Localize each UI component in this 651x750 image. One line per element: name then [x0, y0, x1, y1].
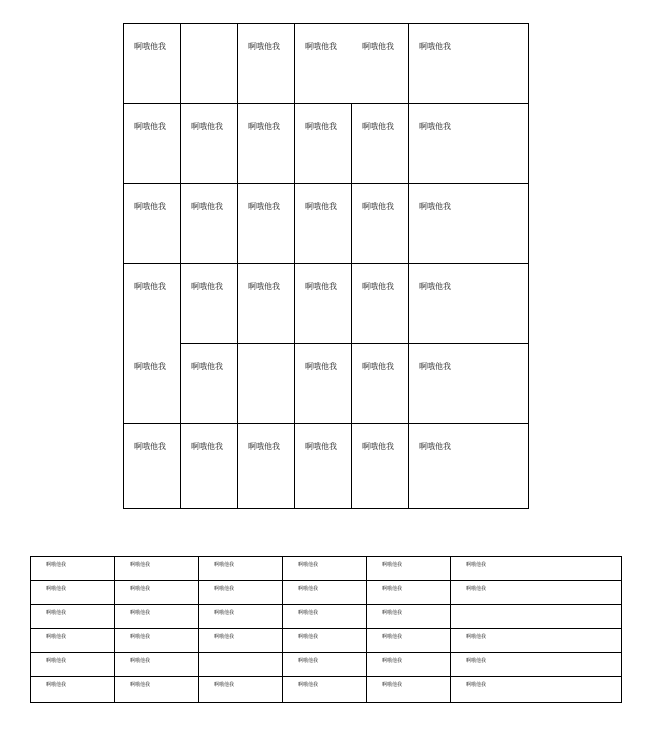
top-table-cell [180, 263, 238, 344]
bottom-table-cell [30, 604, 115, 629]
top-table-cell [237, 263, 295, 344]
bottom-table-cell [30, 580, 115, 605]
top-table-cell [180, 183, 238, 264]
bottom-table-cell [282, 652, 367, 677]
top-table-cell [237, 23, 295, 104]
top-table-cell [237, 343, 295, 424]
cell-text: 啊哦他我 [248, 282, 280, 291]
cell-text: 啊哦他我 [419, 442, 451, 451]
cell-text: 啊哦他我 [382, 586, 403, 592]
top-table-cell [180, 103, 238, 184]
bottom-table-cell [198, 580, 283, 605]
bottom-table-cell [450, 604, 622, 629]
cell-text: 啊哦他我 [305, 362, 337, 371]
bottom-table-cell [366, 628, 451, 653]
cell-text: 啊哦他我 [362, 442, 394, 451]
top-table-cell [180, 423, 238, 509]
cell-text: 啊哦他我 [134, 442, 166, 451]
cell-text: 啊哦他我 [191, 362, 223, 371]
cell-text: 啊哦他我 [298, 634, 319, 640]
bottom-table-cell [282, 628, 367, 653]
bottom-table-cell [450, 676, 622, 703]
cell-text: 啊哦他我 [466, 586, 487, 592]
top-table-cell [408, 183, 529, 264]
cell-text: 啊哦他我 [130, 658, 151, 664]
cell-text: 啊哦他我 [419, 202, 451, 211]
bottom-table-cell [30, 628, 115, 653]
bottom-table-cell [114, 628, 199, 653]
bottom-table-cell [114, 652, 199, 677]
cell-text: 啊哦他我 [305, 442, 337, 451]
bottom-table-cell [198, 628, 283, 653]
cell-text: 啊哦他我 [382, 562, 403, 568]
cell-text: 啊哦他我 [419, 362, 451, 371]
top-table-cell [237, 423, 295, 509]
cell-text: 啊哦他我 [466, 682, 487, 688]
bottom-table-cell [366, 580, 451, 605]
cell-text: 啊哦他我 [362, 202, 394, 211]
bottom-table-cell [114, 604, 199, 629]
top-table-cell [408, 263, 529, 344]
top-table-cell [294, 263, 352, 344]
top-table-cell [294, 103, 352, 184]
cell-text: 啊哦他我 [362, 282, 394, 291]
cell-text: 啊哦他我 [191, 442, 223, 451]
cell-text: 啊哦他我 [362, 122, 394, 131]
top-table-cell [123, 103, 181, 184]
cell-text: 啊哦他我 [134, 42, 166, 51]
bottom-table-cell [30, 676, 115, 703]
bottom-table-cell [366, 676, 451, 703]
cell-text: 啊哦他我 [46, 586, 67, 592]
bottom-table-cell [282, 676, 367, 703]
cell-text: 啊哦他我 [130, 586, 151, 592]
top-table-cell [294, 423, 352, 509]
cell-text: 啊哦他我 [466, 562, 487, 568]
cell-text: 啊哦他我 [382, 634, 403, 640]
cell-text: 啊哦他我 [305, 202, 337, 211]
cell-text: 啊哦他我 [130, 682, 151, 688]
bottom-table-cell [198, 556, 283, 581]
top-table-cell [180, 343, 238, 424]
cell-text: 啊哦他我 [298, 562, 319, 568]
bottom-table-cell [30, 556, 115, 581]
bottom-table-cell [114, 580, 199, 605]
cell-text: 啊哦他我 [298, 586, 319, 592]
top-table-cell [408, 343, 529, 424]
bottom-table-cell [30, 652, 115, 677]
bottom-table-cell [282, 604, 367, 629]
cell-text: 啊哦他我 [382, 610, 403, 616]
cell-text: 啊哦他我 [46, 658, 67, 664]
cell-text: 啊哦他我 [134, 282, 166, 291]
cell-text: 啊哦他我 [191, 202, 223, 211]
cell-text: 啊哦他我 [298, 682, 319, 688]
bottom-table-cell [114, 676, 199, 703]
cell-text: 啊哦他我 [248, 202, 280, 211]
cell-text: 啊哦他我 [419, 122, 451, 131]
top-table-cell [351, 103, 409, 184]
top-table-cell [351, 423, 409, 509]
top-table-cell [237, 103, 295, 184]
cell-text: 啊哦他我 [248, 42, 280, 51]
bottom-table-cell [198, 652, 283, 677]
cell-text: 啊哦他我 [130, 634, 151, 640]
cell-text: 啊哦他我 [466, 658, 487, 664]
cell-text: 啊哦他我 [214, 610, 235, 616]
top-table-cell [294, 23, 409, 104]
cell-text: 啊哦他我 [214, 562, 235, 568]
cell-text: 啊哦他我 [130, 610, 151, 616]
top-table-cell [408, 423, 529, 509]
top-table-cell [408, 103, 529, 184]
cell-text: 啊哦他我 [305, 282, 337, 291]
cell-text: 啊哦他我 [382, 658, 403, 664]
cell-text: 啊哦他我 [130, 562, 151, 568]
cell-text: 啊哦他我 [466, 634, 487, 640]
top-table-cell [294, 183, 352, 264]
bottom-table-cell [282, 556, 367, 581]
cell-text: 啊哦他我 [191, 282, 223, 291]
top-table-cell [408, 23, 529, 104]
top-table-cell [351, 343, 409, 424]
cell-text: 啊哦他我 [305, 42, 337, 51]
bottom-table-cell [450, 628, 622, 653]
bottom-table-cell [114, 556, 199, 581]
cell-text: 啊哦他我 [362, 42, 394, 51]
cell-text: 啊哦他我 [134, 122, 166, 131]
top-table-cell [294, 343, 352, 424]
cell-text: 啊哦他我 [191, 122, 223, 131]
bottom-table-cell [198, 676, 283, 703]
cell-text: 啊哦他我 [46, 682, 67, 688]
cell-text: 啊哦他我 [214, 682, 235, 688]
cell-text: 啊哦他我 [248, 442, 280, 451]
cell-text: 啊哦他我 [419, 282, 451, 291]
top-table-cell [237, 183, 295, 264]
cell-text: 啊哦他我 [382, 682, 403, 688]
top-table-cell [351, 263, 409, 344]
top-table-cell [123, 263, 181, 424]
top-table-cell [123, 183, 181, 264]
cell-text: 啊哦他我 [419, 42, 451, 51]
cell-text: 啊哦他我 [134, 362, 166, 371]
cell-text: 啊哦他我 [214, 634, 235, 640]
top-table-cell [123, 423, 181, 509]
cell-text: 啊哦他我 [305, 122, 337, 131]
bottom-table-cell [366, 556, 451, 581]
bottom-table-cell [450, 556, 622, 581]
top-table-cell [351, 183, 409, 264]
cell-text: 啊哦他我 [214, 586, 235, 592]
cell-text: 啊哦他我 [46, 610, 67, 616]
bottom-table-cell [450, 580, 622, 605]
cell-text: 啊哦他我 [46, 562, 67, 568]
cell-text: 啊哦他我 [248, 122, 280, 131]
bottom-table-cell [282, 580, 367, 605]
cell-text: 啊哦他我 [298, 610, 319, 616]
cell-text: 啊哦他我 [46, 634, 67, 640]
bottom-table-cell [366, 652, 451, 677]
cell-text: 啊哦他我 [362, 362, 394, 371]
cell-text: 啊哦他我 [134, 202, 166, 211]
bottom-table-cell [198, 604, 283, 629]
bottom-table-cell [366, 604, 451, 629]
top-table-cell [123, 23, 181, 104]
cell-text: 啊哦他我 [298, 658, 319, 664]
bottom-table-cell [450, 652, 622, 677]
top-table-cell [180, 23, 238, 104]
